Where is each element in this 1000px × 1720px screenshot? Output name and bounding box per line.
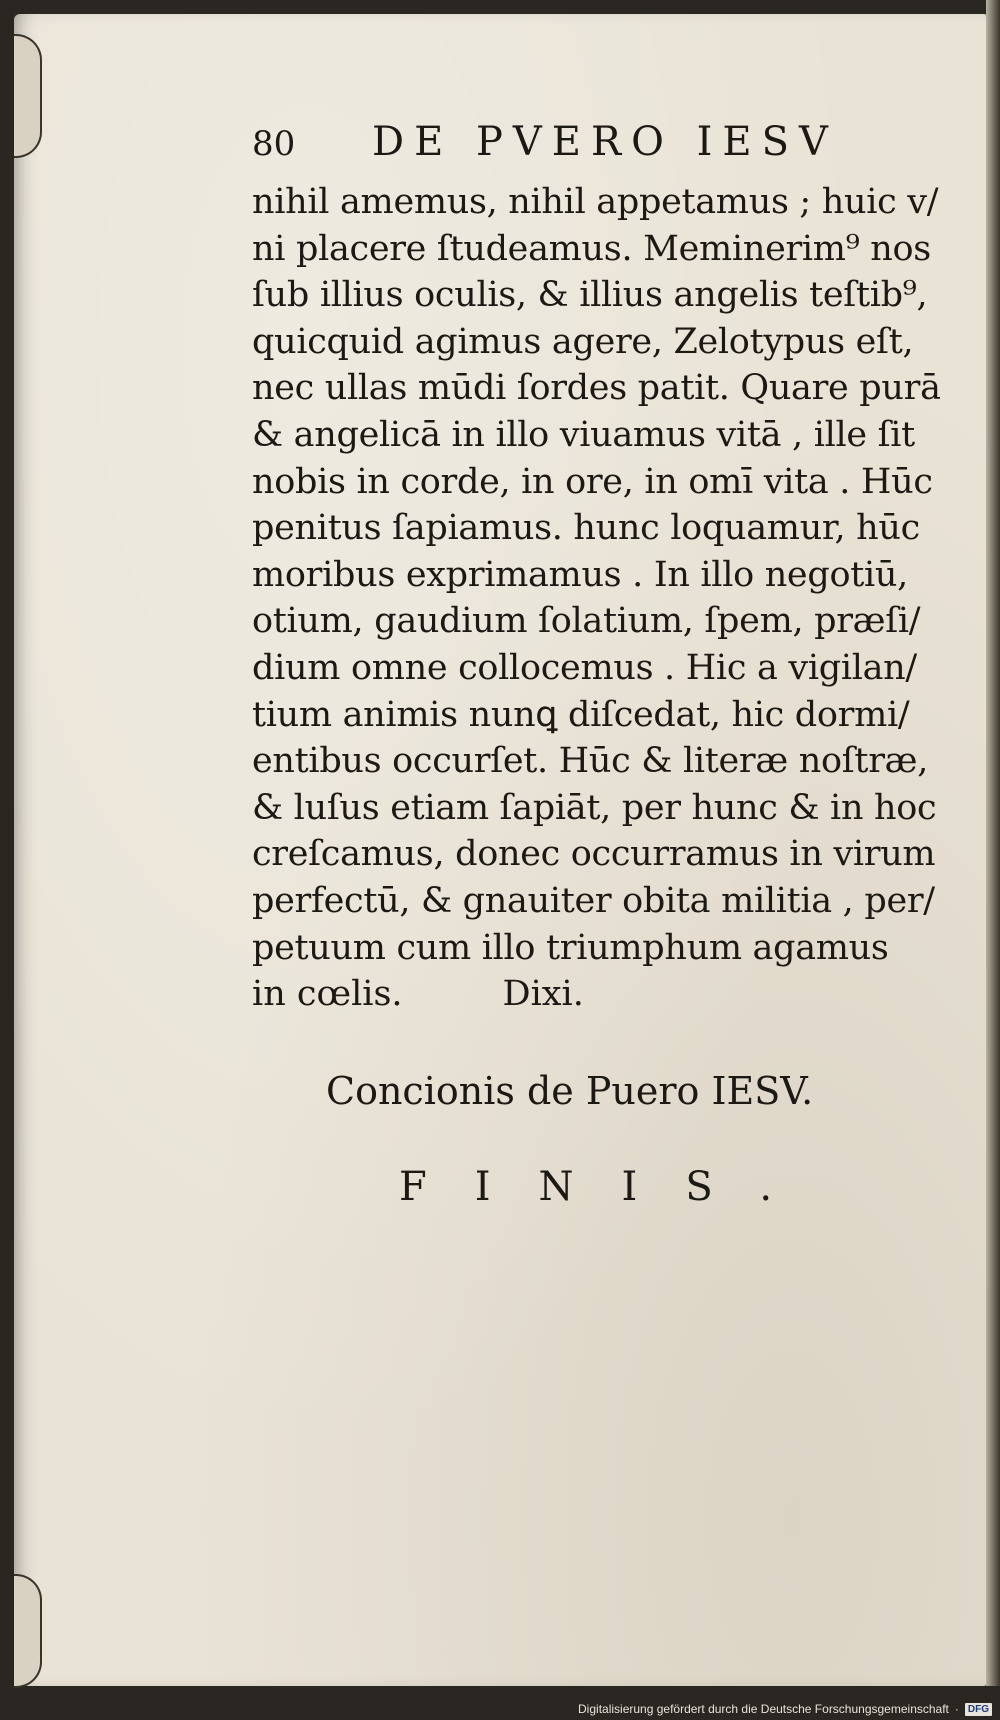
adjacent-page-edge: [986, 0, 1000, 1686]
text-line: creſcamus, donec occurramus in virum: [252, 834, 936, 875]
text-line: petuum cum illo triumphum agamus: [252, 927, 889, 968]
text-line: nec ullas mūdi ſordes patit. Quare purā: [252, 368, 941, 409]
final-line-text: in cœlis.: [252, 974, 403, 1015]
text-line: otium, gaudium ſolatium, ſpem, præſi/: [252, 601, 921, 642]
text-line: dium omne collocemus . Hic a vigilan/: [252, 647, 917, 688]
text-line: & angelicā in illo viuamus vitā , ille ſit: [252, 414, 915, 455]
finis: FINIS.: [399, 1164, 821, 1210]
text-line: nobis in corde, in ore, in omī vita . Hūc: [252, 461, 933, 502]
dfg-logo-icon: DFG: [965, 1703, 992, 1716]
footer-separator: ·: [954, 1702, 959, 1716]
running-title: DE PVERO IESV: [372, 119, 838, 165]
text-line: & luſus etiam ſapiāt, per hunc & in hoc: [252, 787, 937, 828]
colophon: Concionis de Puero IESV.: [326, 1069, 814, 1113]
text-line: ſub illius oculis, & illius angelis teſtib⁹,: [252, 275, 928, 316]
text-block: [252, 119, 987, 1017]
body-text: [252, 179, 987, 1017]
text-line: entibus occurſet. Hūc & literæ noſtræ,: [252, 741, 929, 782]
page-number: 80: [252, 124, 296, 164]
final-line: [252, 971, 987, 1017]
text-line: quicquid agimus agere, Zelotypus eſt,: [252, 321, 914, 362]
running-head: [252, 119, 987, 179]
text-line: perfectū, & gnauiter obita militia , per/: [252, 880, 935, 921]
text-line: moribus exprimamus . In illo negotiū,: [252, 554, 908, 595]
page-edge-curl-top: [14, 34, 42, 158]
text-line: ni placere ſtudeamus. Meminerim⁹ nos: [252, 228, 931, 269]
footer-credit: Digitalisierung gefördert durch die Deutsche Forschungsgemeinschaft: [578, 1702, 949, 1716]
digitization-footer: [578, 1702, 992, 1716]
text-line: tium animis nunꝗ diſcedat, hic dormi/: [252, 694, 910, 735]
signoff: Dixi.: [502, 974, 584, 1015]
text-line: penitus ſapiamus. hunc loquamur, hūc: [252, 508, 920, 549]
text-line: nihil amemus, nihil appetamus ; huic v/: [252, 182, 939, 222]
book-page: [14, 14, 986, 1686]
page-edge-curl-bottom: [14, 1574, 42, 1688]
